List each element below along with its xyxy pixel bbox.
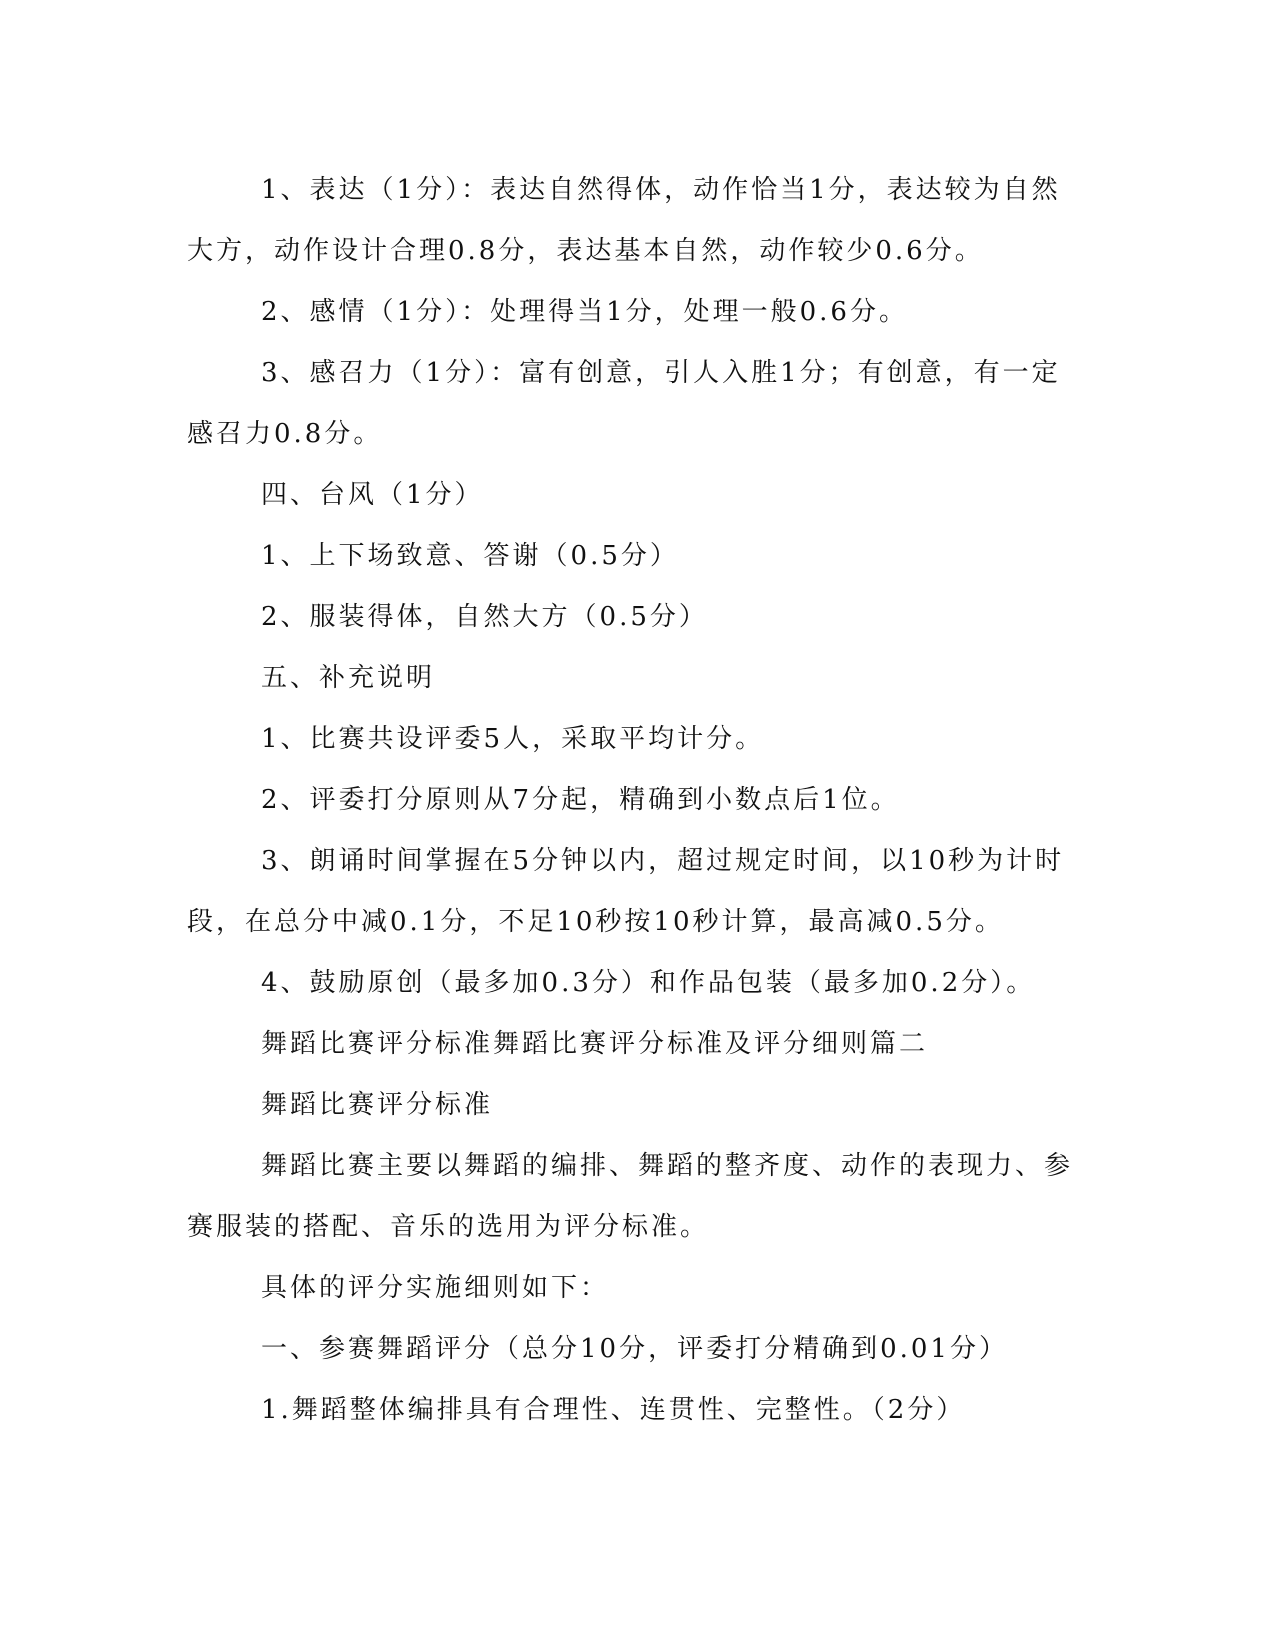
section-heading-dance-score: 一、参赛舞蹈评分（总分10分，评委打分精确到0.01分） bbox=[261, 1334, 1008, 1364]
paragraph-time-limit: 3、朗诵时间掌握在5分钟以内，超过规定时间，以10秒为计时段，在总分中减0.1分，不足10秒按10秒计算，最高减0.5分。 bbox=[187, 846, 1065, 937]
paragraph-expression-score: 1、表达（1分）：表达自然得体，动作恰当1分，表达较为自然大方，动作设计合理0.8分，表达基本自然，动作较少0.6分。 bbox=[187, 175, 1061, 266]
paragraph-appeal-score: 3、感召力（1分）：富有创意，引人入胜1分；有创意，有一定感召力0.8分。 bbox=[187, 358, 1061, 449]
paragraph-choreography-score: 1.舞蹈整体编排具有合理性、连贯性、完整性。（2分） bbox=[261, 1395, 966, 1425]
paragraph-bonus: 4、鼓励原创（最多加0.3分）和作品包装（最多加0.2分）。 bbox=[261, 968, 1036, 998]
section-heading-supplement: 五、补充说明 bbox=[261, 663, 436, 693]
paragraph-judges-count: 1、比赛共设评委5人，采取平均计分。 bbox=[261, 724, 765, 754]
article-title-dance-part-two: 舞蹈比赛评分标准舞蹈比赛评分标准及评分细则篇二 bbox=[261, 1029, 929, 1059]
section-heading-stage-manner: 四、台风（1分） bbox=[261, 480, 484, 510]
paragraph-greeting-score: 1、上下场致意、答谢（0.5分） bbox=[261, 541, 679, 571]
paragraph-dance-overview: 舞蹈比赛主要以舞蹈的编排、舞蹈的整齐度、动作的表现力、参赛服装的搭配、音乐的选用为评分标准。 bbox=[187, 1151, 1074, 1242]
paragraph-emotion-score: 2、感情（1分）：处理得当1分，处理一般0.6分。 bbox=[261, 297, 908, 327]
paragraph-costume-score: 2、服装得体，自然大方（0.5分） bbox=[261, 602, 708, 632]
article-subtitle-dance-standard: 舞蹈比赛评分标准 bbox=[261, 1090, 494, 1120]
paragraph-scoring-principle: 2、评委打分原则从7分起，精确到小数点后1位。 bbox=[261, 785, 900, 815]
paragraph-rules-intro: 具体的评分实施细则如下： bbox=[261, 1273, 610, 1303]
document-body bbox=[187, 160, 1077, 1441]
